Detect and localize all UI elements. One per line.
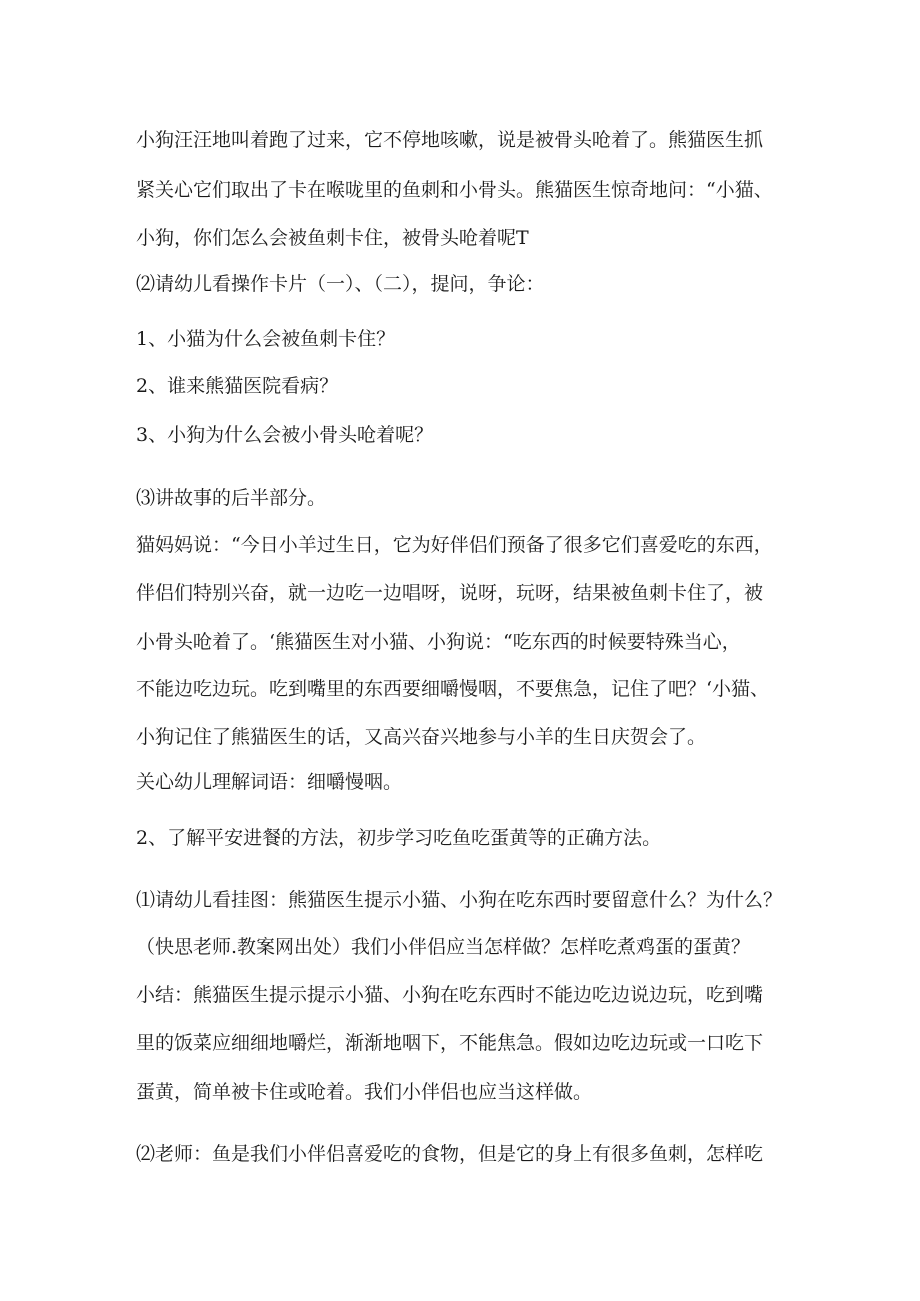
text-line: 紧关心它们取出了卡在喉咙里的鱼刺和小骨头。熊猫医生惊奇地问：“小猫、 bbox=[136, 179, 773, 201]
text-line: 2、了解平安进餐的方法，初步学习吃鱼吃蛋黄等的正确方法。 bbox=[136, 827, 662, 849]
text-line: ⑵请幼儿看操作卡片（一）、（二），提问，争论： bbox=[136, 273, 545, 295]
text-line: 蛋黄，简单被卡住或呛着。我们小伴侣也应当这样做。 bbox=[136, 1081, 593, 1103]
text-line: （快思老师.教案网出处）我们小伴侣应当怎样做？怎样吃煮鸡蛋的蛋黄？ bbox=[136, 936, 751, 958]
text-line: 小狗汪汪地叫着跑了过来，它不停地咳嗽，说是被骨头呛着了。熊猫医生抓 bbox=[136, 129, 764, 151]
text-line: 伴侣们特别兴奋，就一边吃一边唱呀，说呀，玩呀，结果被鱼刺卡住了，被 bbox=[136, 582, 764, 604]
text-line: 小结：熊猫医生提示提示小猫、小狗在吃东西时不能边吃边说边玩，吃到嘴 bbox=[136, 984, 764, 1006]
text-line: 里的饭菜应细细地嚼烂，渐渐地咽下，不能焦急。假如边吃边玩或一口吃下 bbox=[136, 1032, 764, 1054]
list-item: 1、小猫为什么会被鱼刺卡住？ bbox=[136, 328, 396, 350]
list-item: 2、谁来熊猫医院看病？ bbox=[136, 375, 339, 397]
text-line: 不能边吃边玩。吃到嘴里的东西要细嚼慢咽，不要焦急，记住了吧？‘小猫、 bbox=[136, 678, 770, 700]
text-line: 关心幼儿理解词语：细嚼慢咽。 bbox=[136, 771, 403, 793]
text-line: 小骨头呛着了。‘熊猫医生对小猫、小狗说：“吃东西的时候要特殊当心， bbox=[136, 631, 741, 653]
text-line: ⑵老师：鱼是我们小伴侣喜爱吃的食物，但是它的身上有很多鱼刺，怎样吃 bbox=[136, 1143, 764, 1165]
text-line: 小狗，你们怎么会被鱼刺卡住，被骨头呛着呢T bbox=[136, 227, 529, 249]
text-line: 小狗记住了熊猫医生的话，又高兴奋兴地参与小羊的生日庆贺会了。 bbox=[136, 726, 707, 748]
text-line: ⑴请幼儿看挂图：熊猫医生提示小猫、小狗在吃东西时要留意什么？为什么？ bbox=[136, 889, 783, 911]
text-line: ⑶讲故事的后半部分。 bbox=[136, 487, 327, 509]
list-item: 3、小狗为什么会被小骨头呛着呢？ bbox=[136, 424, 434, 446]
text-line: 猫妈妈说：“今日小羊过生日，它为好伴侣们预备了很多它们喜爱吃的东西， bbox=[136, 534, 773, 556]
